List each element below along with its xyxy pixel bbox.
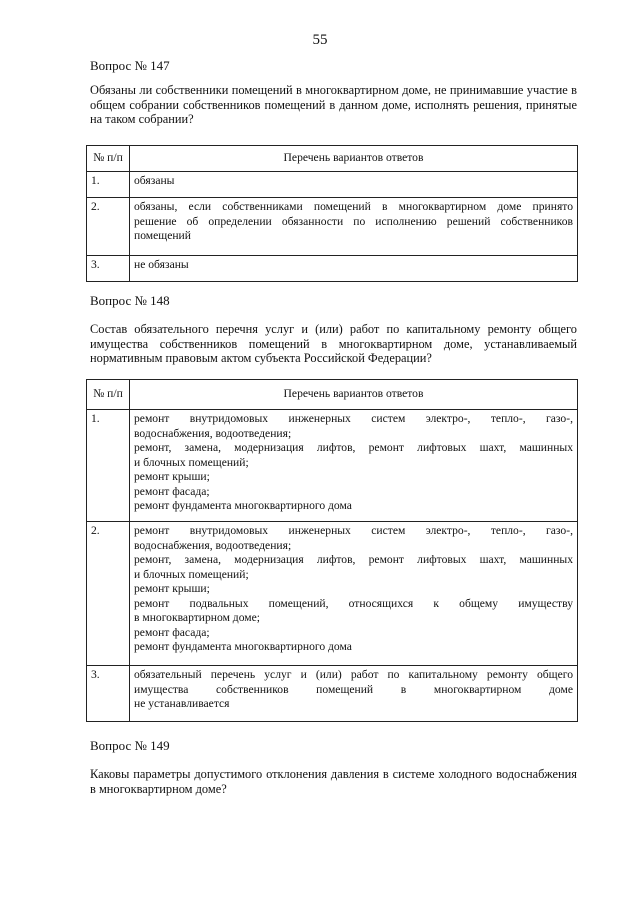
answer-line: ремонт, замена, модернизация лифтов, ремонт лифтовых шахт, машинных (134, 553, 573, 566)
table-header-row (87, 146, 578, 172)
row-number: 3. (87, 666, 130, 722)
answer-line: ремонт подвальных помещений, относящихся к общему имуществу (134, 596, 573, 610)
answer-line: ремонт фасада; (134, 484, 210, 498)
question-147-text: Обязаны ли собственники помещений в многоквартирном доме, не принимавшие участие в общем собрании собственников помещений в данном доме, исполнять решения, принятые на таком собрании? (90, 83, 577, 126)
question-149-title: Вопрос № 149 (90, 738, 170, 753)
answer-line: ремонт фасада; (134, 625, 210, 639)
table-header-row (87, 380, 578, 410)
answer-option (130, 198, 578, 256)
answer-option (130, 410, 578, 522)
answer-line: ремонт крыши; (134, 582, 210, 595)
question-148-answers-table (86, 379, 578, 722)
row-number: 3. (87, 256, 130, 282)
answer-line: и блочных помещений; (134, 567, 249, 581)
answer-line: помещений (134, 229, 191, 242)
row-number: 2. (87, 198, 130, 256)
table-row (87, 666, 578, 722)
answer-line: не обязаны (134, 258, 189, 271)
answer-line: и блочных помещений; (134, 455, 249, 469)
question-147-answers-table (86, 145, 578, 282)
table-row (87, 410, 578, 522)
question-147-title: Вопрос № 147 (90, 58, 170, 73)
table-row (87, 256, 578, 282)
answer-line: водоснабжения, водоотведения; (134, 426, 292, 440)
page-number: 55 (312, 32, 328, 48)
table-row (87, 522, 578, 666)
answer-line: ремонт крыши; (134, 470, 210, 483)
column-header-options: Перечень вариантов ответов (130, 146, 578, 172)
answer-line: решение об определении обязанности по исполнению решений собственников (134, 214, 573, 228)
column-header-number: № п/п (87, 146, 130, 172)
row-number: 1. (87, 172, 130, 198)
answer-line: ремонт фундамента многоквартирного дома (134, 640, 352, 653)
answer-option (130, 256, 578, 282)
column-header-options: Перечень вариантов ответов (130, 380, 578, 410)
answer-line: обязательный перечень услуг и (или) работ по капитальному ремонту общего (134, 668, 573, 681)
answer-line: ремонт фундамента многоквартирного дома (134, 499, 352, 512)
answer-option (130, 666, 578, 722)
row-number: 1. (87, 410, 130, 522)
table-row (87, 172, 578, 198)
row-number: 2. (87, 522, 130, 666)
answer-line: ремонт внутридомовых инженерных систем электро-, тепло-, газо-, (134, 524, 573, 537)
answer-option (130, 172, 578, 198)
answer-option (130, 522, 578, 666)
question-148-text: Состав обязательного перечня услуг и (или) работ по капитальному ремонту общего имущества собственников помещений в многоквартирном доме, устанавливаемый нормативным правовым актом субъекта Российской Федерации? (90, 322, 577, 365)
answer-line: ремонт, замена, модернизация лифтов, ремонт лифтовых шахт, машинных (134, 441, 573, 454)
column-header-number: № п/п (87, 380, 130, 410)
answer-line: ремонт внутридомовых инженерных систем электро-, тепло-, газо-, (134, 412, 573, 425)
answer-line: обязаны, если собственниками помещений в многоквартирном доме принято (134, 200, 573, 213)
answer-line: водоснабжения, водоотведения; (134, 538, 292, 552)
table-row (87, 198, 578, 256)
answer-line: в многоквартирном доме; (134, 611, 260, 624)
answer-line: обязаны (134, 174, 175, 187)
answer-line: имущества собственников помещений в многоквартирном доме (134, 682, 573, 696)
answer-line: не устанавливается (134, 697, 230, 710)
question-149-text: Каковы параметры допустимого отклонения давления в системе холодного водоснабжения в многоквартирном доме? (90, 767, 577, 796)
question-148-title: Вопрос № 148 (90, 293, 170, 308)
